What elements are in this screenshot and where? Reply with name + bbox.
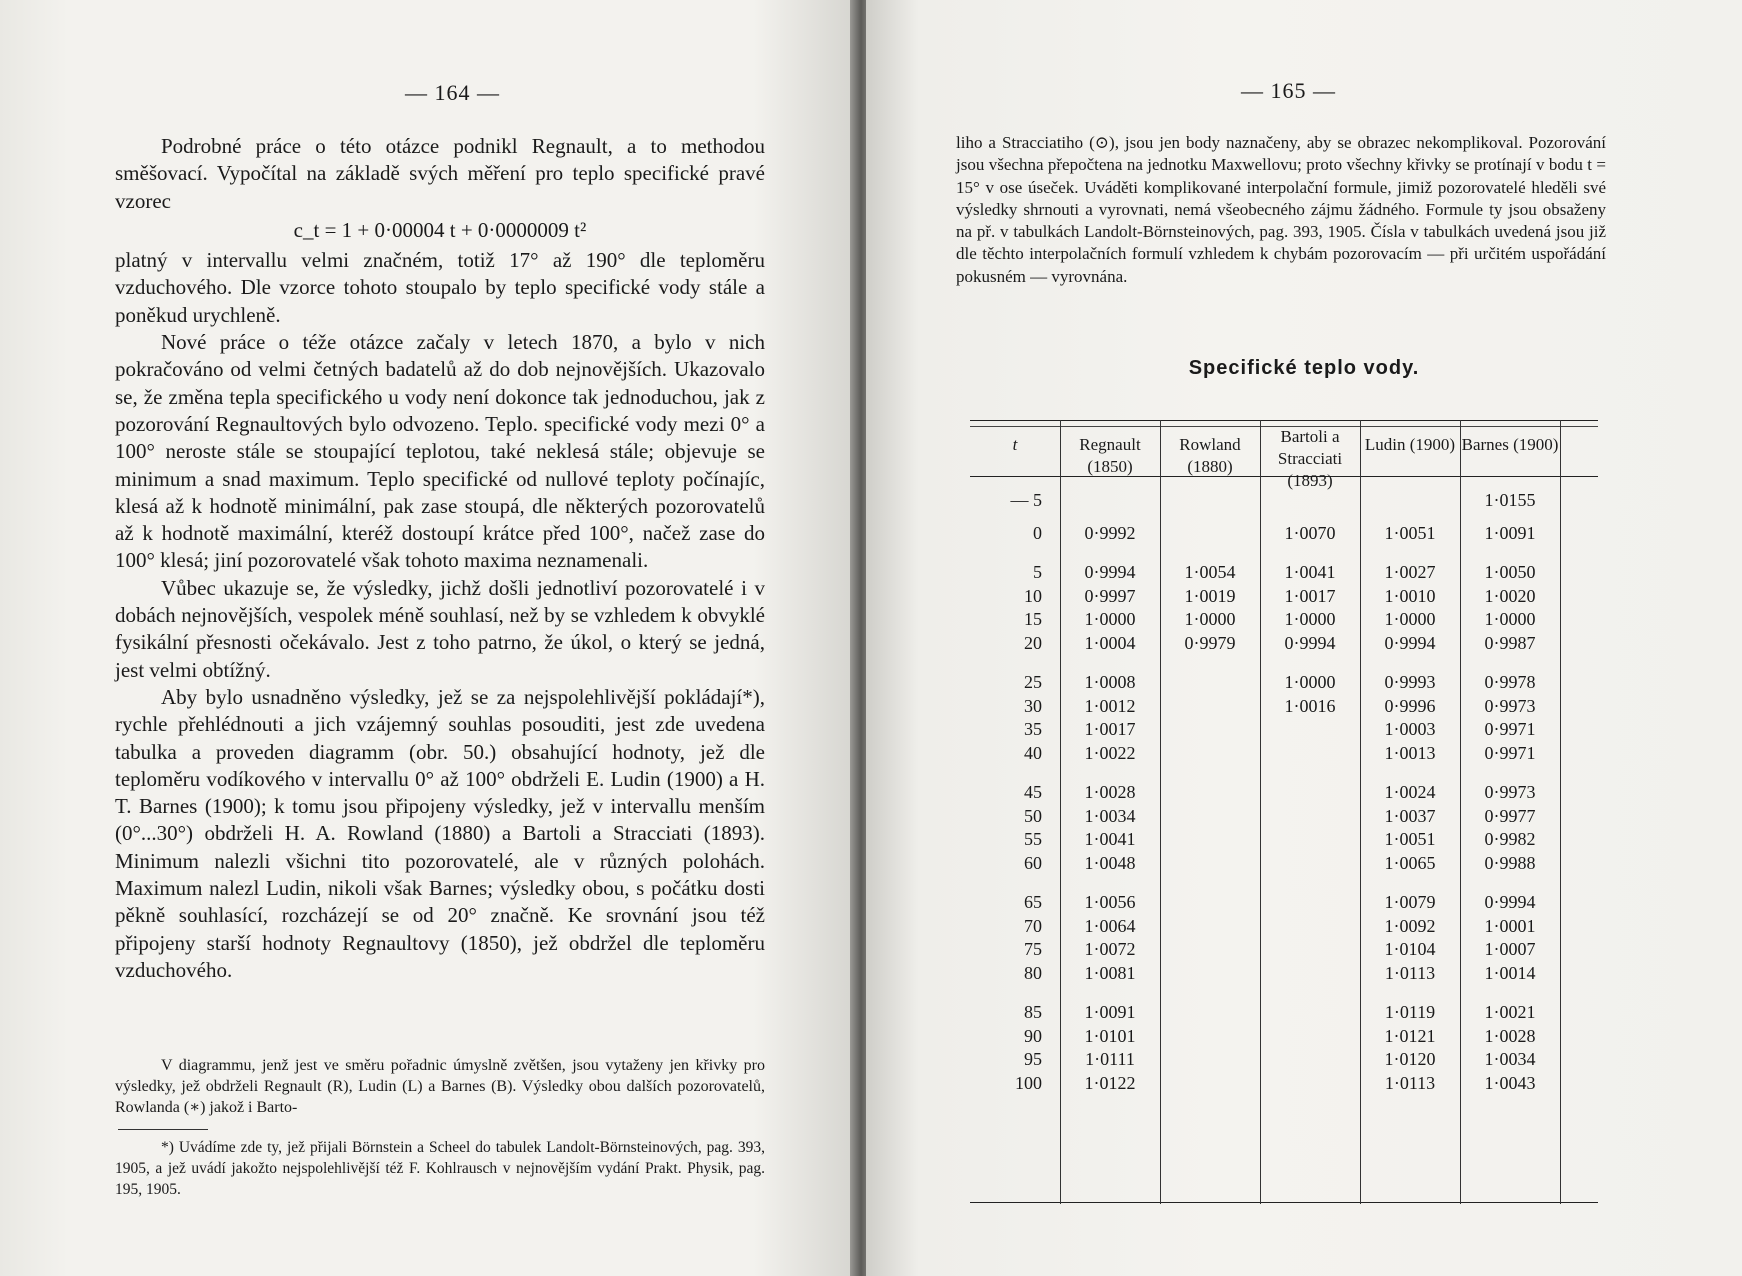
table-cell: 0·9993: [1384, 672, 1436, 692]
table-cell: 1·0000: [1384, 609, 1436, 630]
table-cell: 1·0155: [1484, 490, 1536, 510]
table-cell: 1·0028: [1484, 1025, 1536, 1046]
intro-paragraph: liho a Stracciatiho (⊙), jsou jen body naznačeny, aby se obrazec nekomplikoval. Pozorování jsou všechna přepočtena na jednotku Maxwellovu; proto všechny křivky se protínají v bodu t = 15° v ose úseček. Uváděti komplikované interpolační formule, jimiž pozorovatelé hleděli své výsledky shrnouti a vyrovnati, nemá všeobecného zájmu žádného. Formule ty jsou obsaženy na př. v tabulkách Landolt-Börnsteinových, pag. 393, 1905. Čísla v tabulkách uvedená jsou již dle těchto interpolačních formulí vzhledem k chybám pozorovacím — při určitém uspořádání pokusném — vyrovnána.: [956, 133, 1606, 286]
table-cell: 1·0000: [1284, 609, 1336, 630]
formula: c_t = 1 + 0·00004 t + 0·0000009 t²: [293, 217, 587, 242]
paragraph-3: Nové práce o téže otázce začaly v letech 1870, a bylo v nich pokračováno od velmi četných badatelů až do dob nejnovějších. Ukazovalo se, že změna tepla specifického u vody není dokonce tak jednoduchou, jak z pozorování Regnaultových bylo odvozeno. Teplo. specifické vody mezi 0° a 100° neroste stále se stoupající teplotou, také neklesá stále; objevuje se minimum a snad maximum. Teplo specifické od nullové teploty počínajíc, klesá až k hodnotě minimální, pak zase stoupá, dle některých pozorovatelů až k hodnotě maximální, kteréž dostoupí krátce před 100°, načež zase do 100° klesá; jiní pozorovatelé však tohoto maxima neznamenali.: [115, 330, 765, 573]
table-cell: 1·0014: [1484, 962, 1536, 983]
table-cell: 0·9971: [1484, 719, 1536, 740]
row-temperature: 60: [1024, 852, 1042, 873]
table-cell: 0·9971: [1484, 742, 1536, 763]
table-cell: 1·0113: [1384, 962, 1436, 983]
table-cell: 1·0000: [1084, 609, 1136, 630]
footnote-rule: [118, 1129, 208, 1130]
table-cell: 1·0048: [1084, 852, 1136, 873]
table-cell: 0·9994: [1384, 632, 1436, 653]
specific-heat-table: [970, 412, 1598, 1202]
table-cell: 0·9994: [1484, 892, 1536, 912]
table-cell: 0·9987: [1484, 632, 1536, 653]
row-temperature: 85: [1024, 1002, 1042, 1022]
row-temperature: 95: [1024, 1049, 1042, 1070]
row-temperature: 45: [1024, 782, 1042, 802]
intro-text: [956, 132, 1606, 288]
row-temperature: 0: [1033, 523, 1042, 543]
table-cell: 1·0010: [1384, 585, 1436, 606]
row-temperature: 5: [1033, 562, 1042, 582]
table-cell: 1·0034: [1484, 1049, 1536, 1070]
row-temperature: 20: [1024, 632, 1042, 653]
table-column-rule: [1560, 420, 1561, 1204]
table-cell: 0·9994: [1284, 632, 1336, 653]
table-cell: 1·0056: [1084, 892, 1136, 912]
table-cell: 1·0122: [1084, 1072, 1136, 1093]
table-cell: 1·0043: [1484, 1072, 1536, 1093]
table-cell: 0·9997: [1084, 585, 1136, 606]
table-title: Specifické teplo vody.: [1188, 357, 1420, 379]
table-cell: 1·0000: [1284, 672, 1336, 692]
row-temperature: 50: [1024, 805, 1042, 826]
row-temperature: — 5: [1010, 490, 1042, 510]
page-number: — 164 —: [405, 80, 500, 105]
table-cell: 1·0001: [1484, 915, 1536, 936]
diagram-note: [115, 1055, 765, 1118]
table-cell: 0·9978: [1484, 672, 1536, 692]
table-cell: 1·0017: [1284, 585, 1336, 606]
row-temperature: 75: [1024, 939, 1042, 960]
row-temperature: 70: [1024, 915, 1042, 936]
table-cell: 0·9977: [1484, 805, 1536, 826]
table-cell: 1·0111: [1085, 1049, 1135, 1070]
table-cell: 1·0041: [1284, 562, 1336, 582]
table-cell: 0·9973: [1484, 695, 1536, 716]
paragraph-4: Vůbec ukazuje se, že výsledky, jichž došli jednotliví pozorovatelé i v dobách nejnovějších, vespolek méně souhlasí, než by se vzhledem k obvyklé fysikální přesnosti očekávalo. Jest z toho patrno, že úkol, o který se jedná, jest velmi obtížný.: [115, 575, 765, 682]
body-text: [115, 133, 765, 984]
table-cell: 1·0104: [1384, 939, 1436, 960]
table-cell: 1·0022: [1084, 742, 1136, 763]
table-cell: 1·0065: [1384, 852, 1436, 873]
table-cell: 1·0028: [1084, 782, 1136, 802]
row-temperature: 100: [1015, 1072, 1042, 1093]
table-cell: 1·0041: [1084, 829, 1136, 850]
table-header: Rowland (1880): [1179, 435, 1241, 476]
table-cell: 1·0050: [1484, 562, 1536, 582]
row-temperature: 65: [1024, 892, 1042, 912]
table-cell: 1·0120: [1384, 1049, 1436, 1070]
row-temperature: 40: [1024, 742, 1042, 763]
table-cell: 1·0024: [1384, 782, 1436, 802]
table-cell: 1·0070: [1284, 523, 1336, 543]
table-cell: 1·0121: [1384, 1025, 1436, 1046]
table-header: Bartoli a Stracciati (1893): [1277, 427, 1343, 490]
row-temperature: 25: [1024, 672, 1042, 692]
table-column-rule: [1160, 420, 1161, 1204]
paragraph-1: Podrobné práce o této otázce podnikl Regnault, a to methodou směšovací. Vypočítal na základě svých měření pro teplo specifické pravé vzorec: [115, 134, 765, 213]
footnote: [115, 1137, 765, 1200]
paragraph-2: platný v intervallu velmi značném, totiž 17° až 190° dle teploměru vzduchového. Dle vzorce tohoto stoupalo by teplo specifické vody stále a poněkud urychleně.: [115, 248, 765, 327]
table-cell: 1·0017: [1084, 719, 1136, 740]
table-header: Barnes (1900): [1461, 435, 1559, 454]
paragraph-5: Aby bylo usnadněno výsledky, jež se za nejspolehlivější pokládají*), rychle přehlédnouti a jich vzájemný souhlas posouditi, jest zde uvedena tabulka a proveden diagramm (obr. 50.) obsahující hodnoty, jež dle teploměru vodíkového v intervallu 0° až 100° obdrželi E. Ludin (1900) a H. T. Barnes (1900); k tomu jsou připojeny výsledky, jež v intervallu menším (0°...30°) obdrželi H. A. Rowland (1880) a Bartoli a Stracciati (1893). Minimum nalezli všichni tito pozorovatelé, ale v různých polohách. Maximum nalezl Ludin, nikoli však Barnes; výsledky obou, s počátku dosti pěkně souhlasící, rozcházejí se od 20° značně. Ke srovnání jsou též připojeny starší hodnoty Regnaultovy (1850), jež obdržel dle teploměru vzduchového.: [115, 684, 765, 982]
table-cell: 1·0072: [1084, 939, 1136, 960]
table-cell: 1·0019: [1184, 585, 1236, 606]
table-cell: 1·0081: [1084, 962, 1136, 983]
page-165: [866, 0, 1742, 1276]
table-rule: [970, 420, 1598, 421]
table-cell: 0·9979: [1184, 632, 1236, 653]
table-cell: 1·0064: [1084, 915, 1136, 936]
table-cell: 0·9994: [1084, 562, 1136, 582]
table-cell: 1·0054: [1184, 562, 1236, 582]
table-cell: 1·0027: [1384, 562, 1436, 582]
row-temperature: 10: [1024, 585, 1042, 606]
table-cell: 1·0034: [1084, 805, 1136, 826]
row-temperature: 90: [1024, 1025, 1042, 1046]
table-cell: 1·0003: [1384, 719, 1436, 740]
table-cell: 1·0079: [1384, 892, 1436, 912]
footnote-text: *) Uvádíme zde ty, jež přijali Börnstein a Scheel do tabulek Landolt-Börnsteinových, pag. 393, 1905, a jež uvádí jakožto nejspolehlivější též F. Kohlrausch v nejnovějším vydání Prakt. Physik, pag. 195, 1905.: [115, 1139, 765, 1198]
row-temperature: 35: [1024, 719, 1042, 740]
table-header: Ludin (1900): [1364, 435, 1456, 454]
table-cell: 0·9973: [1484, 782, 1536, 802]
row-temperature: 15: [1024, 609, 1042, 630]
table-cell: 1·0000: [1184, 609, 1236, 630]
note-text: V diagrammu, jenž jest ve směru pořadnic úmyslně zvětšen, jsou vytaženy jen křivky pro výsledky, jež obdrželi Regnault (R), Ludin (L) a Barnes (B). Výsledky obou dalších pozorovatelů, Rowlanda (∗) jakož i Barto-: [115, 1057, 765, 1116]
table-cell: 1·0013: [1384, 742, 1436, 763]
table-cell: 1·0012: [1084, 695, 1136, 716]
row-temperature: 80: [1024, 962, 1042, 983]
table-cell: 1·0037: [1384, 805, 1436, 826]
table-cell: 1·0000: [1484, 609, 1536, 630]
table-cell: 1·0007: [1484, 939, 1536, 960]
table-cell: 0·9988: [1484, 852, 1536, 873]
table-cell: 1·0020: [1484, 585, 1536, 606]
table-cell: 1·0101: [1084, 1025, 1136, 1046]
table-cell: 1·0004: [1084, 632, 1136, 653]
table-cell: 0·9982: [1484, 829, 1536, 850]
row-temperature: 30: [1024, 695, 1042, 716]
table-cell: 1·0092: [1384, 915, 1436, 936]
table-cell: 1·0091: [1084, 1002, 1136, 1022]
row-temperature: 55: [1024, 829, 1042, 850]
table-header: Regnault (1850): [1079, 435, 1141, 476]
table-cell: 0·9996: [1384, 695, 1436, 716]
table-cell: 1·0091: [1484, 523, 1536, 543]
table-cell: 1·0021: [1484, 1002, 1536, 1022]
page-number: — 165 —: [1241, 78, 1336, 103]
table-cell: 1·0119: [1384, 1002, 1436, 1022]
table-rule: [970, 1202, 1598, 1203]
header-t: t: [1012, 435, 1018, 454]
table-cell: 1·0051: [1384, 523, 1436, 543]
page-164: [0, 0, 856, 1276]
table-cell: 1·0051: [1384, 829, 1436, 850]
table-cell: 1·0016: [1284, 695, 1336, 716]
table-cell: 1·0008: [1084, 672, 1136, 692]
table-cell: 1·0113: [1384, 1072, 1436, 1093]
table-cell: 0·9992: [1084, 523, 1136, 543]
